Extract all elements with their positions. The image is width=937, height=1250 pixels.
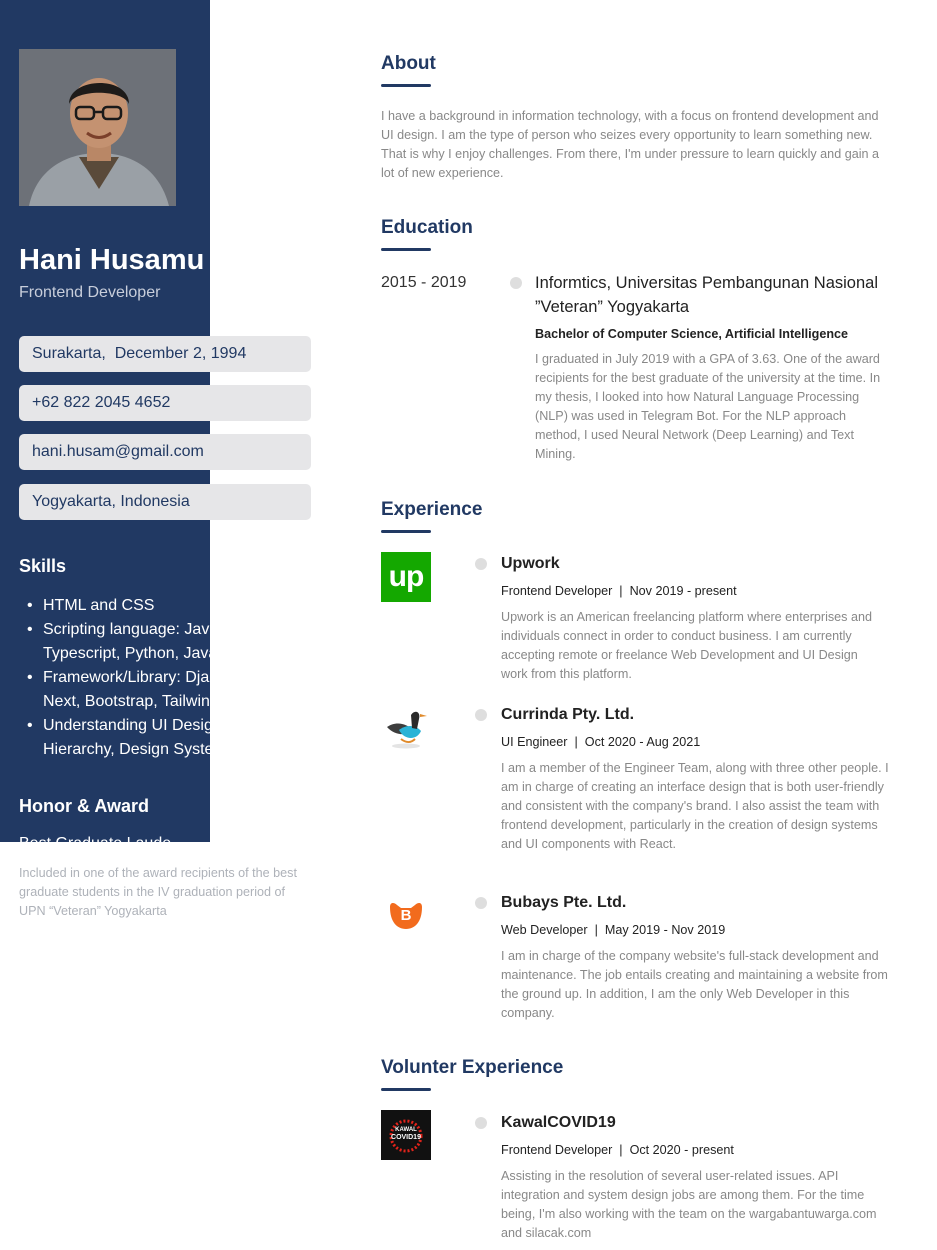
volunteer-underline [381, 1088, 431, 1091]
contact-location: Yogyakarta, Indonesia [19, 484, 311, 520]
kawalcovid-logo-icon [381, 1110, 431, 1160]
job-meta: Frontend Developer | Nov 2019 - present [501, 584, 737, 598]
volunteer-heading: Volunter Experience [381, 1057, 564, 1078]
about-heading: About [381, 53, 436, 74]
contact-phone[interactable]: +62 822 2045 4652 [19, 385, 311, 421]
education-heading: Education [381, 217, 473, 238]
timeline-dot [475, 897, 487, 909]
education-underline [381, 248, 431, 251]
avatar [19, 49, 176, 206]
education-description: I graduated in July 2019 with a GPA of 3.63. One of the award recipients for the best graduate of the university at the time. In my thesis, I looked into how Natural Language Processing (NLP) was used in Telegram Bot. For the NLP approach method, I used Neural Network (Deep Learning) and Text Mining. [535, 352, 881, 461]
award-name-clip [19, 833, 210, 852]
currinda-bird-logo-icon [381, 703, 431, 753]
job-description: I am a member of the Engineer Team, along with three other people. I am in charge of creating an interface design that is both user-friendly and consistent with the company's brand. I also assist the team with frontend development, particularly in the creation of design systems and UI components with React. [501, 761, 889, 851]
profile-photo [19, 49, 176, 206]
education-years: 2015 - 2019 [381, 274, 467, 291]
timeline-dot [510, 277, 522, 289]
skills-heading: Skills [19, 556, 67, 576]
skill-item: • Understanding UI Design, Visual [19, 714, 210, 738]
timeline-dot [475, 558, 487, 570]
upwork-logo-icon [381, 552, 431, 602]
job-meta: Frontend Developer | Oct 2020 - present [501, 1143, 734, 1157]
contact-email[interactable]: hani.husam@gmail.com [19, 434, 311, 470]
skill-item: • Scripting language: Javascript, [19, 618, 210, 642]
job-company: KawalCOVID19 [501, 1114, 616, 1131]
education-school: Informtics, Universitas Pembangunan Nasional ”Veteran” Yogyakarta [535, 274, 878, 316]
timeline-dot [475, 709, 487, 721]
skill-item: Typescript, Python, Java [43, 645, 218, 662]
education-degree: Bachelor of Computer Science, Artificial Intelligence [535, 327, 849, 341]
about-text: I have a background in information technology, with a focus on frontend development and UI design. I am the type of person who seizes every opportunity to learn something new. That is why I enjoy challenges. From there, I'm under pressure to learn quickly and gain a lot of new experience. [381, 109, 880, 180]
award-name: Best Graduate Laude [19, 835, 172, 852]
award-heading: Honor & Award [19, 796, 150, 816]
contact-birth: Surakarta, December 2, 1994 [19, 336, 311, 372]
upwork-logo-text: up [388, 560, 424, 593]
kawalcovid-logo-text-top: KAWAL [395, 1127, 417, 1133]
award-description: Included in one of the award recipients of the best graduate students in the IV graduation period of UPN “Veteran” Yogyakarta [19, 866, 297, 918]
profile-name: Hani Husamu [19, 244, 205, 276]
job-meta: UI Engineer | Oct 2020 - Aug 2021 [501, 735, 701, 749]
skill-item: Hierarchy, Design System [43, 741, 227, 758]
kawalcovid-logo-text-bottom: COVID19 [391, 1134, 421, 1141]
profile-role: Frontend Developer [19, 284, 161, 301]
job-company: Bubays Pte. Ltd. [501, 894, 627, 911]
timeline-dot [475, 1117, 487, 1129]
skill-item: • HTML and CSS [19, 594, 210, 618]
job-description: I am in charge of the company website's full-stack development and maintenance. The job entails creating and maintaining a website from the ground up. In addition, I am the only Web Developer in this company. [501, 949, 888, 1020]
job-company: Currinda Pty. Ltd. [501, 706, 635, 723]
job-description: Assisting in the resolution of several user-related issues. API integration and system design jobs are among them. For the time being, I'm also working with the team on the wargabantuwarga.com and silacak.com [501, 1169, 877, 1240]
experience-heading: Experience [381, 499, 483, 520]
about-underline [381, 84, 431, 87]
skill-item: • Framework/Library: Django, React, [19, 666, 210, 690]
skill-item: Next, Bootstrap, Tailwind [43, 693, 219, 710]
bubays-logo-letter: B [400, 907, 412, 924]
job-meta: Web Developer | May 2019 - Nov 2019 [501, 923, 726, 937]
skills-list [19, 594, 292, 766]
job-company: Upwork [501, 555, 560, 572]
experience-underline [381, 530, 431, 533]
bubays-logo-icon [381, 891, 431, 941]
job-description: Upwork is an American freelancing platform where enterprises and individuals connect in order to conduct business. I am currently accepting remote or freelance Web Development and UI Design work from this platform. [501, 610, 872, 681]
